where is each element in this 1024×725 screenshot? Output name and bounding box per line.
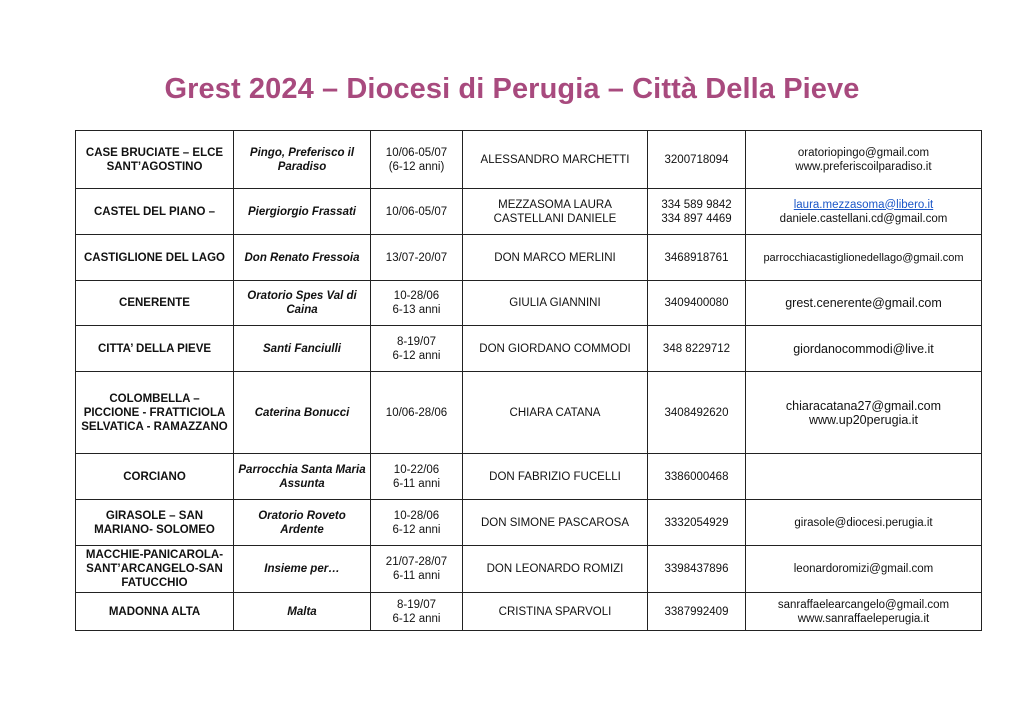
- email-cell: [746, 189, 982, 235]
- phone-line: 334 589 9842: [661, 198, 732, 211]
- page-title: Grest 2024 – Diocesi di Perugia – Città Della Pieve: [164, 73, 860, 105]
- dates-line: 10/06-05/07: [385, 146, 448, 159]
- contact-cell: CRISTINA SPARVOLI: [463, 593, 648, 631]
- contact-cell: GIULIA GIANNINI: [463, 281, 648, 326]
- table-row: [76, 131, 982, 189]
- phone-line: 334 897 4469: [661, 212, 732, 225]
- place-cell: MACCHIE-PANICAROLA-SANT’ARCANGELO-SAN FATUCCHIO: [76, 546, 234, 593]
- place-cell: COLOMBELLA – PICCIONE - FRATTICIOLA SELVATICA - RAMAZZANO: [76, 372, 234, 454]
- phone-cell: 3409400080: [648, 281, 746, 326]
- dates-cell: [371, 131, 463, 189]
- dates-cell: 10/06-05/07: [371, 189, 463, 235]
- dates-cell: [371, 454, 463, 500]
- table-row: [76, 235, 982, 281]
- contact-cell: ALESSANDRO MARCHETTI: [463, 131, 648, 189]
- table-row: [76, 326, 982, 372]
- phone-cell: 3332054929: [648, 500, 746, 546]
- dates-line: 8-19/07: [396, 335, 436, 348]
- grest-name-cell: Santi Fanciulli: [234, 326, 371, 372]
- phone-cell: 3387992409: [648, 593, 746, 631]
- phone-cell: 3408492620: [648, 372, 746, 454]
- dates-line: 21/07-28/07: [385, 556, 448, 568]
- grest-name-cell: Parrocchia Santa Maria Assunta: [234, 454, 371, 500]
- dates-line: 10-28/06: [393, 290, 440, 302]
- age-line: 6-13 anni: [392, 304, 441, 316]
- table-row: [76, 500, 982, 546]
- age-line: 6-11 anni: [392, 570, 441, 582]
- dates-cell: 10/06-28/06: [371, 372, 463, 454]
- email-line: sanraffaelearcangelo@gmail.com: [777, 598, 950, 611]
- grest-name-cell: Pingo, Preferisco il Paradiso: [234, 131, 371, 189]
- email-cell: grest.cenerente@gmail.com: [746, 281, 982, 326]
- dates-cell: [371, 593, 463, 631]
- email-cell: parrocchiacastiglionedellago@gmail.com: [746, 235, 982, 281]
- grest-name-cell: Piergiorgio Frassati: [234, 189, 371, 235]
- contact-cell: DON MARCO MERLINI: [463, 235, 648, 281]
- place-cell: MADONNA ALTA: [76, 593, 234, 631]
- grest-name-cell: Oratorio Roveto Ardente: [234, 500, 371, 546]
- place-cell: CENERENTE: [76, 281, 234, 326]
- email-line: oratoriopingo@gmail.com: [797, 146, 930, 159]
- dates-cell: 13/07-20/07: [371, 235, 463, 281]
- place-cell: CASE BRUCIATE – ELCE SANT’AGOSTINO: [76, 131, 234, 189]
- website-line: www.sanraffaeleperugia.it: [797, 612, 930, 625]
- grest-name-cell: Malta: [234, 593, 371, 631]
- website-line: www.preferiscoilparadiso.it: [795, 160, 932, 173]
- dates-line: 10-28/06: [393, 509, 440, 522]
- email-line: daniele.castellani.cd@gmail.com: [779, 212, 948, 225]
- contact-cell: DON SIMONE PASCAROSA: [463, 500, 648, 546]
- email-cell: [746, 593, 982, 631]
- grest-name-cell: Caterina Bonucci: [234, 372, 371, 454]
- email-cell: [746, 454, 982, 500]
- table-row: [76, 593, 982, 631]
- table-row: [76, 189, 982, 235]
- phone-cell: 3200718094: [648, 131, 746, 189]
- place-cell: CITTA’ DELLA PIEVE: [76, 326, 234, 372]
- age-line: 6-12 anni: [392, 349, 441, 362]
- email-link[interactable]: laura.mezzasoma@libero.it: [793, 198, 934, 211]
- grest-table: [75, 130, 982, 631]
- dates-cell: [371, 500, 463, 546]
- dates-line: 10-22/06: [393, 463, 440, 476]
- email-cell: leonardoromizi@gmail.com: [746, 546, 982, 593]
- age-line: (6-12 anni): [388, 160, 445, 173]
- table-row: [76, 454, 982, 500]
- phone-cell: 3386000468: [648, 454, 746, 500]
- contact-cell: DON LEONARDO ROMIZI: [463, 546, 648, 593]
- place-cell: GIRASOLE – SAN MARIANO- SOLOMEO: [76, 500, 234, 546]
- grest-name-cell: Insieme per…: [234, 546, 371, 593]
- phone-cell: 3398437896: [648, 546, 746, 593]
- dates-cell: [371, 281, 463, 326]
- place-cell: CORCIANO: [76, 454, 234, 500]
- email-line: chiaracatana27@gmail.com: [785, 398, 942, 413]
- contact-cell: CHIARA CATANA: [463, 372, 648, 454]
- contact-line: CASTELLANI DANIELE: [493, 212, 617, 225]
- contact-line: MEZZASOMA LAURA: [498, 198, 612, 211]
- contact-cell: DON FABRIZIO FUCELLI: [463, 454, 648, 500]
- contact-cell: [463, 189, 648, 235]
- dates-line: 8-19/07: [396, 598, 436, 611]
- grest-name-cell: Don Renato Fressoia: [234, 235, 371, 281]
- email-cell: girasole@diocesi.perugia.it: [746, 500, 982, 546]
- phone-cell: 3468918761: [648, 235, 746, 281]
- contact-cell: DON GIORDANO COMMODI: [463, 326, 648, 372]
- age-line: 6-12 anni: [392, 612, 441, 625]
- place-cell: CASTIGLIONE DEL LAGO: [76, 235, 234, 281]
- email-cell: giordanocommodi@live.it: [746, 326, 982, 372]
- age-line: 6-12 anni: [392, 523, 441, 536]
- email-cell: [746, 131, 982, 189]
- email-cell: [746, 372, 982, 454]
- place-cell: CASTEL DEL PIANO –: [76, 189, 234, 235]
- phone-cell: 348 8229712: [648, 326, 746, 372]
- dates-cell: [371, 326, 463, 372]
- table-row: [76, 546, 982, 593]
- table-row: [76, 372, 982, 454]
- grest-name-cell: Oratorio Spes Val di Caina: [234, 281, 371, 326]
- website-line: www.up20perugia.it: [808, 412, 919, 427]
- table-row: [76, 281, 982, 326]
- age-line: 6-11 anni: [392, 477, 441, 490]
- dates-cell: [371, 546, 463, 593]
- phone-cell: [648, 189, 746, 235]
